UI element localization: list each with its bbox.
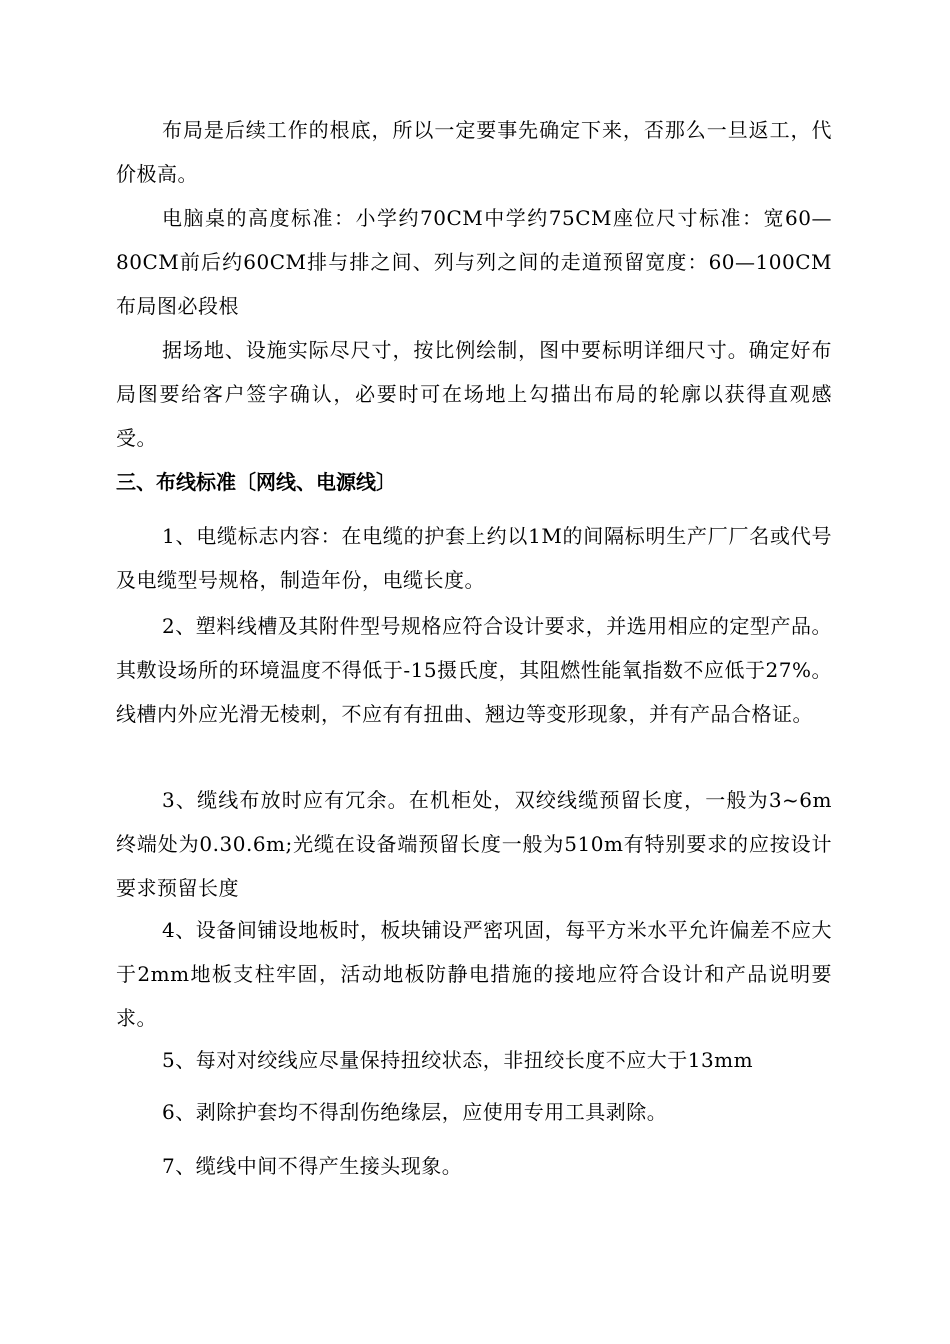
list-item-cable-redundancy: 3、缆线布放时应有冗余。在机柜处，双绞线缆预留长度，一般为3~6m终端处为0.30.6m;光缆在设备端预留长度一般为510m有特别要求的应按设计要求预留长度 bbox=[116, 788, 832, 900]
section-heading-cabling: 三、布线标准〔网线、电源线〕 bbox=[116, 470, 396, 494]
list-item-twist-state: 5、每对对绞线应尽量保持扭绞状态，非扭绞长度不应大于13mm bbox=[162, 1048, 754, 1072]
list-item-stripping: 6、剥除护套均不得刮伤绝缘层，应使用专用工具剥除。 bbox=[162, 1100, 668, 1124]
paragraph-desk-standards: 电脑桌的高度标准：小学约70CM中学约75CM座位尺寸标准：宽60—80CM前后约60CM排与排之间、列与列之间的走道预留宽度：60—100CM布局图必段根 bbox=[116, 206, 832, 318]
list-item-plastic-trunking: 2、塑料线槽及其附件型号规格应符合设计要求，并选用相应的定型产品。其敷设场所的环境温度不得低于-15摄氏度，其阻燃性能氧指数不应低于27%。线槽内外应光滑无棱刺，不应有有扭曲、翘边等变形现象，并有产品合格证。 bbox=[116, 614, 832, 726]
paragraph-layout-basis: 布局是后续工作的根底，所以一定要事先确定下来，否那么一旦返工，代价极高。 bbox=[116, 118, 832, 186]
paragraph-layout-drawing: 据场地、设施实际尽尺寸，按比例绘制，图中要标明详细尺寸。确定好布局图要给客户签字确认，必要时可在场地上勾描出布局的轮廓以获得直观感受。 bbox=[116, 338, 832, 450]
list-item-floor-installation: 4、设备间铺设地板时，板块铺设严密巩固，每平方米水平允许偏差不应大于2mm地板支柱牢固，活动地板防静电措施的接地应符合设计和产品说明要求。 bbox=[116, 918, 832, 1030]
list-item-cable-marking: 1、电缆标志内容：在电缆的护套上约以1M的间隔标明生产厂厂名或代号及电缆型号规格，制造年份，电缆长度。 bbox=[116, 524, 832, 592]
list-item-no-splices: 7、缆线中间不得产生接头现象。 bbox=[162, 1154, 463, 1178]
